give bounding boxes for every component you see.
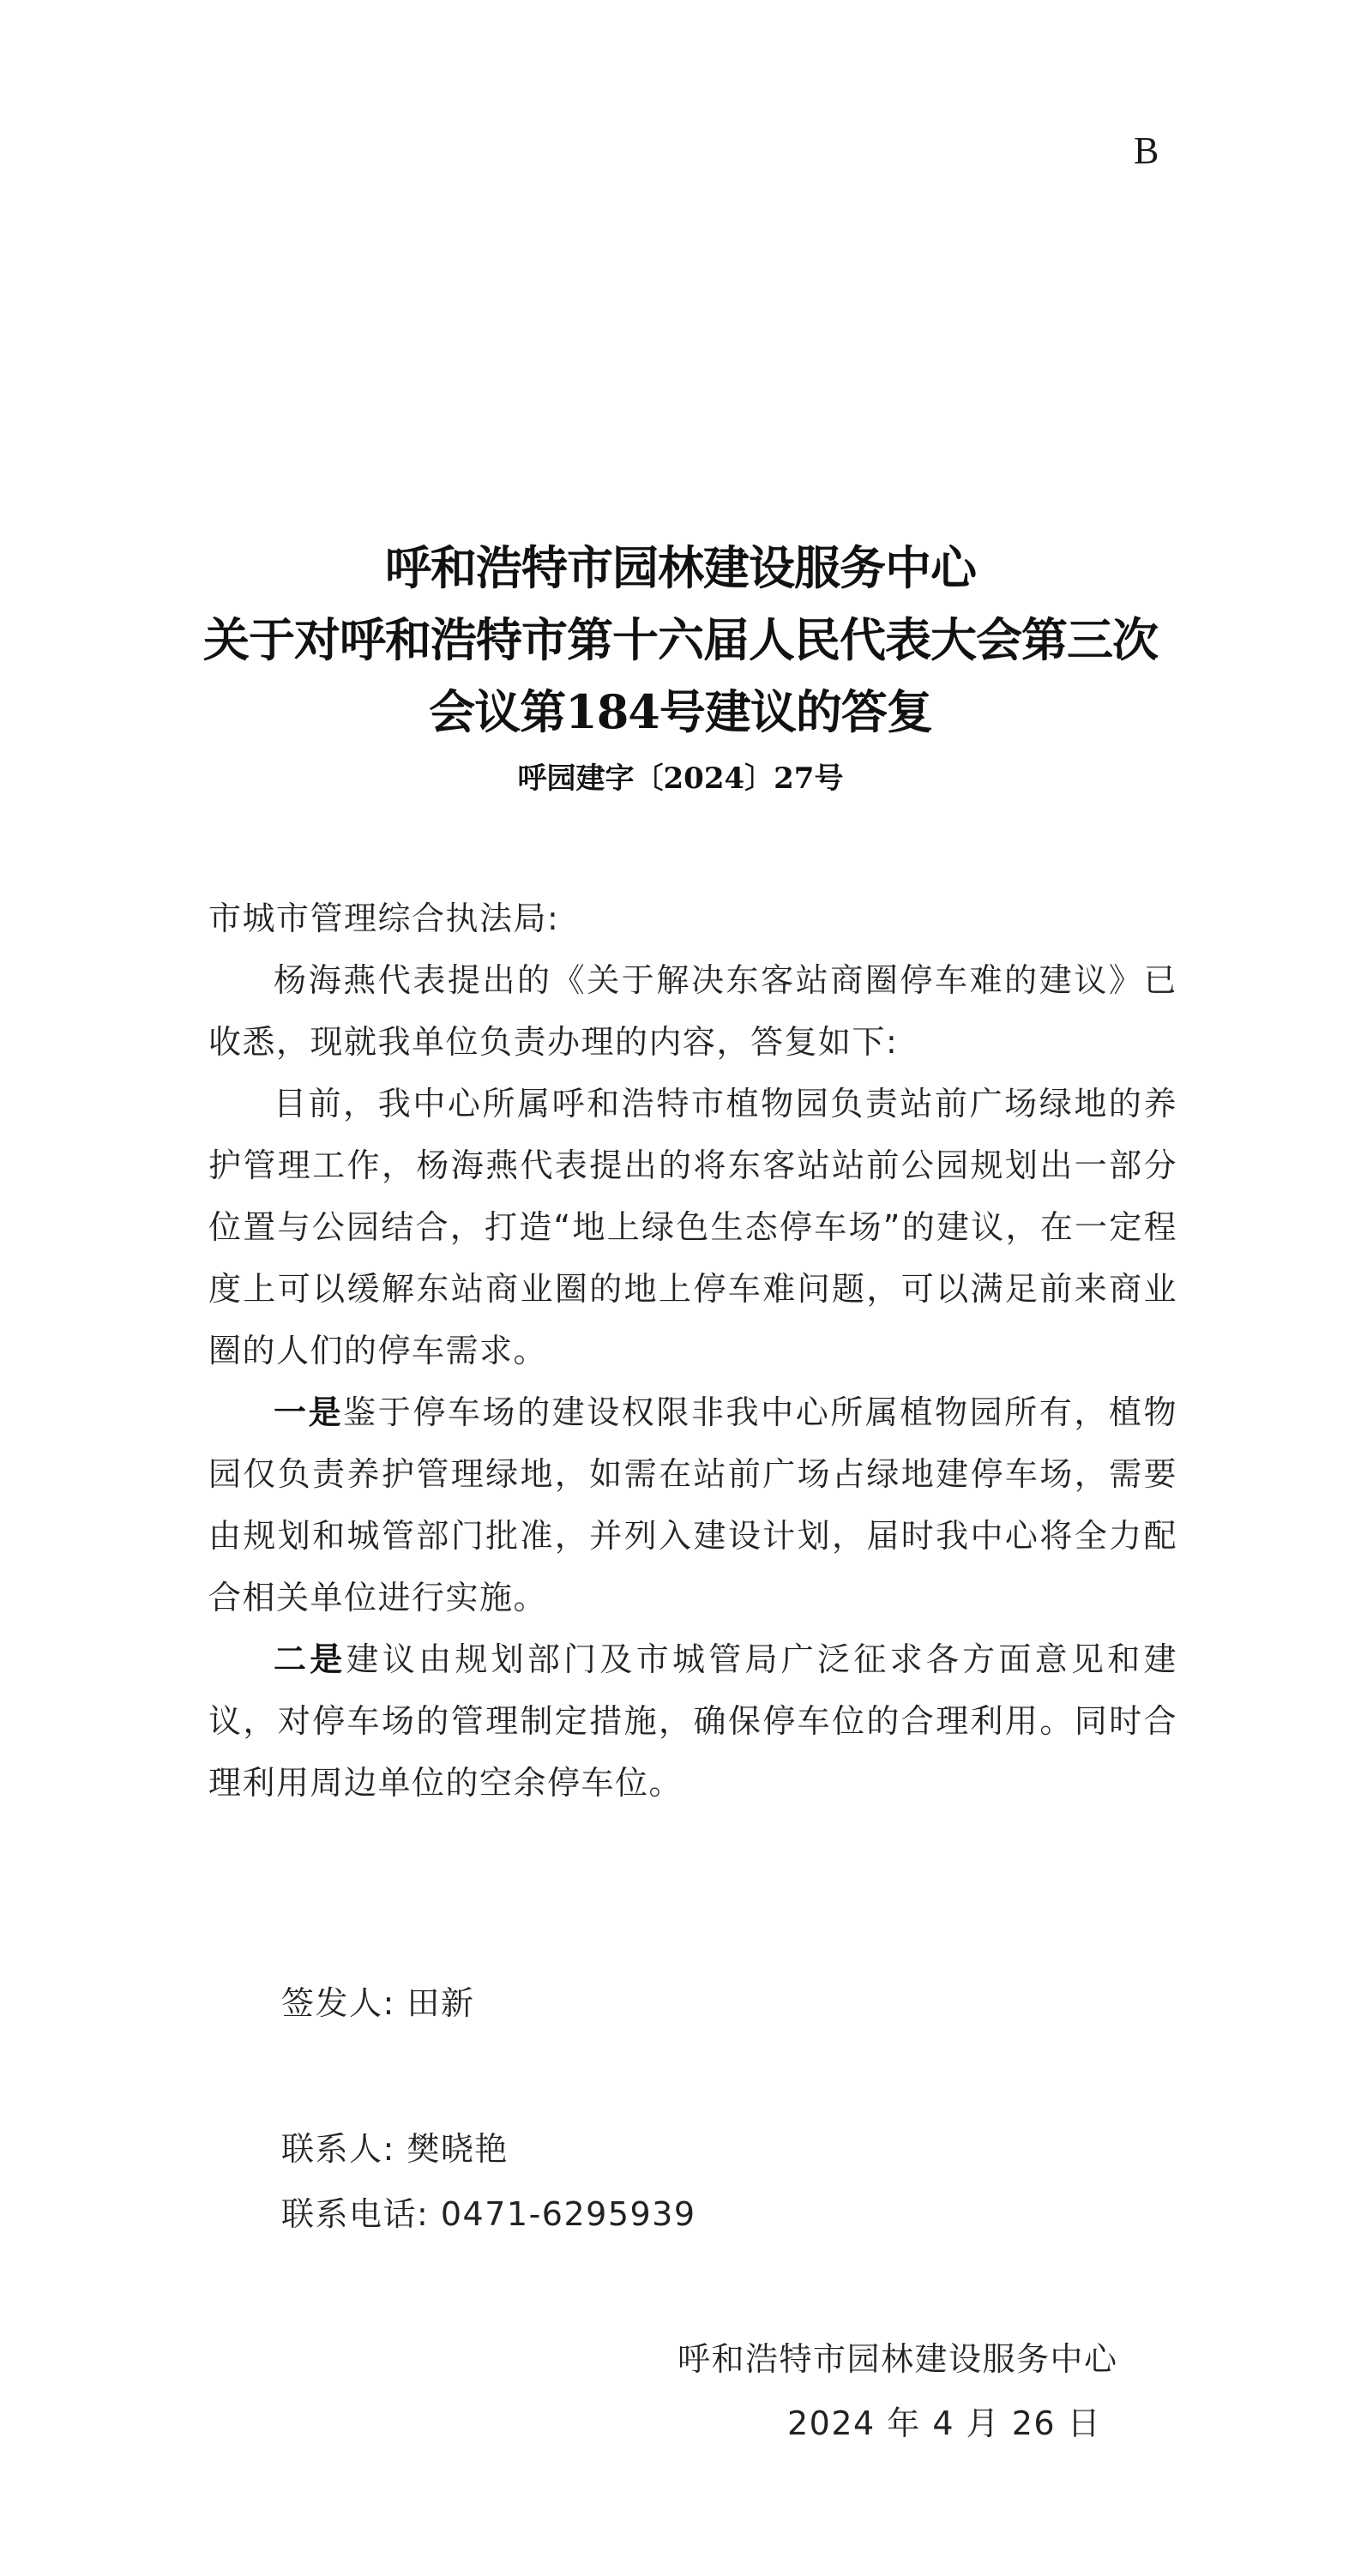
point-two-lead: 二是 (274, 1640, 346, 1678)
paragraph-intro: 杨海燕代表提出的《关于解决东客站商圈停车难的建议》已收悉，现就我单位负责办理的内容，答复如下: (208, 961, 1177, 1061)
paragraph-point-two (208, 1628, 1177, 1814)
document-title (0, 532, 1361, 804)
point-two-text: 建议由规划部门及市城管局广泛征求各方面意见和建议，对停车场的管理制定措施，确保停车位的合理利用。同时合理利用周边单位的空余停车位。 (208, 1640, 1177, 1802)
issuing-organization: 呼和浩特市园林建设服务中心 (677, 2340, 1118, 2378)
contact-person-line: 联系人: 樊晓艳 (281, 2130, 509, 2168)
signer-line: 签发人: 田新 (281, 1984, 475, 2022)
point-one-lead: 一是 (274, 1393, 344, 1431)
paragraph-point-one (208, 1381, 1177, 1628)
issue-date: 2024 年 4 月 26 日 (787, 2404, 1102, 2442)
addressee: 市城市管理综合执法局: (208, 900, 560, 937)
point-one-text: 鉴于停车场的建设权限非我中心所属植物园所有，植物园仅负责养护管理绿地，如需在站前广场占绿地建停车场，需要由规划和城管部门批准，并列入建设计划，届时我中心将全力配合相关单位进行实施。 (208, 1393, 1177, 1616)
document-number: 呼园建字〔2024〕27号 (517, 761, 844, 796)
document-body (208, 888, 1177, 1814)
title-line-3: 会议第184号建议的答复 (429, 684, 932, 739)
title-line-1: 呼和浩特市园林建设服务中心 (385, 540, 976, 595)
page-corner-mark: B (1134, 129, 1159, 172)
title-line-2: 关于对呼和浩特市第十六届人民代表大会第三次 (203, 612, 1158, 667)
paragraph-background: 目前，我中心所属呼和浩特市植物园负责站前广场绿地的养护管理工作，杨海燕代表提出的将东客站站前公园规划出一部分位置与公园结合，打造“地上绿色生态停车场”的建议，在一定程度上可以缓解东站商业圈的地上停车难问题，可以满足前来商业圈的人们的停车需求。 (208, 1085, 1177, 1369)
contact-phone-line: 联系电话: 0471-6295939 (281, 2195, 696, 2233)
